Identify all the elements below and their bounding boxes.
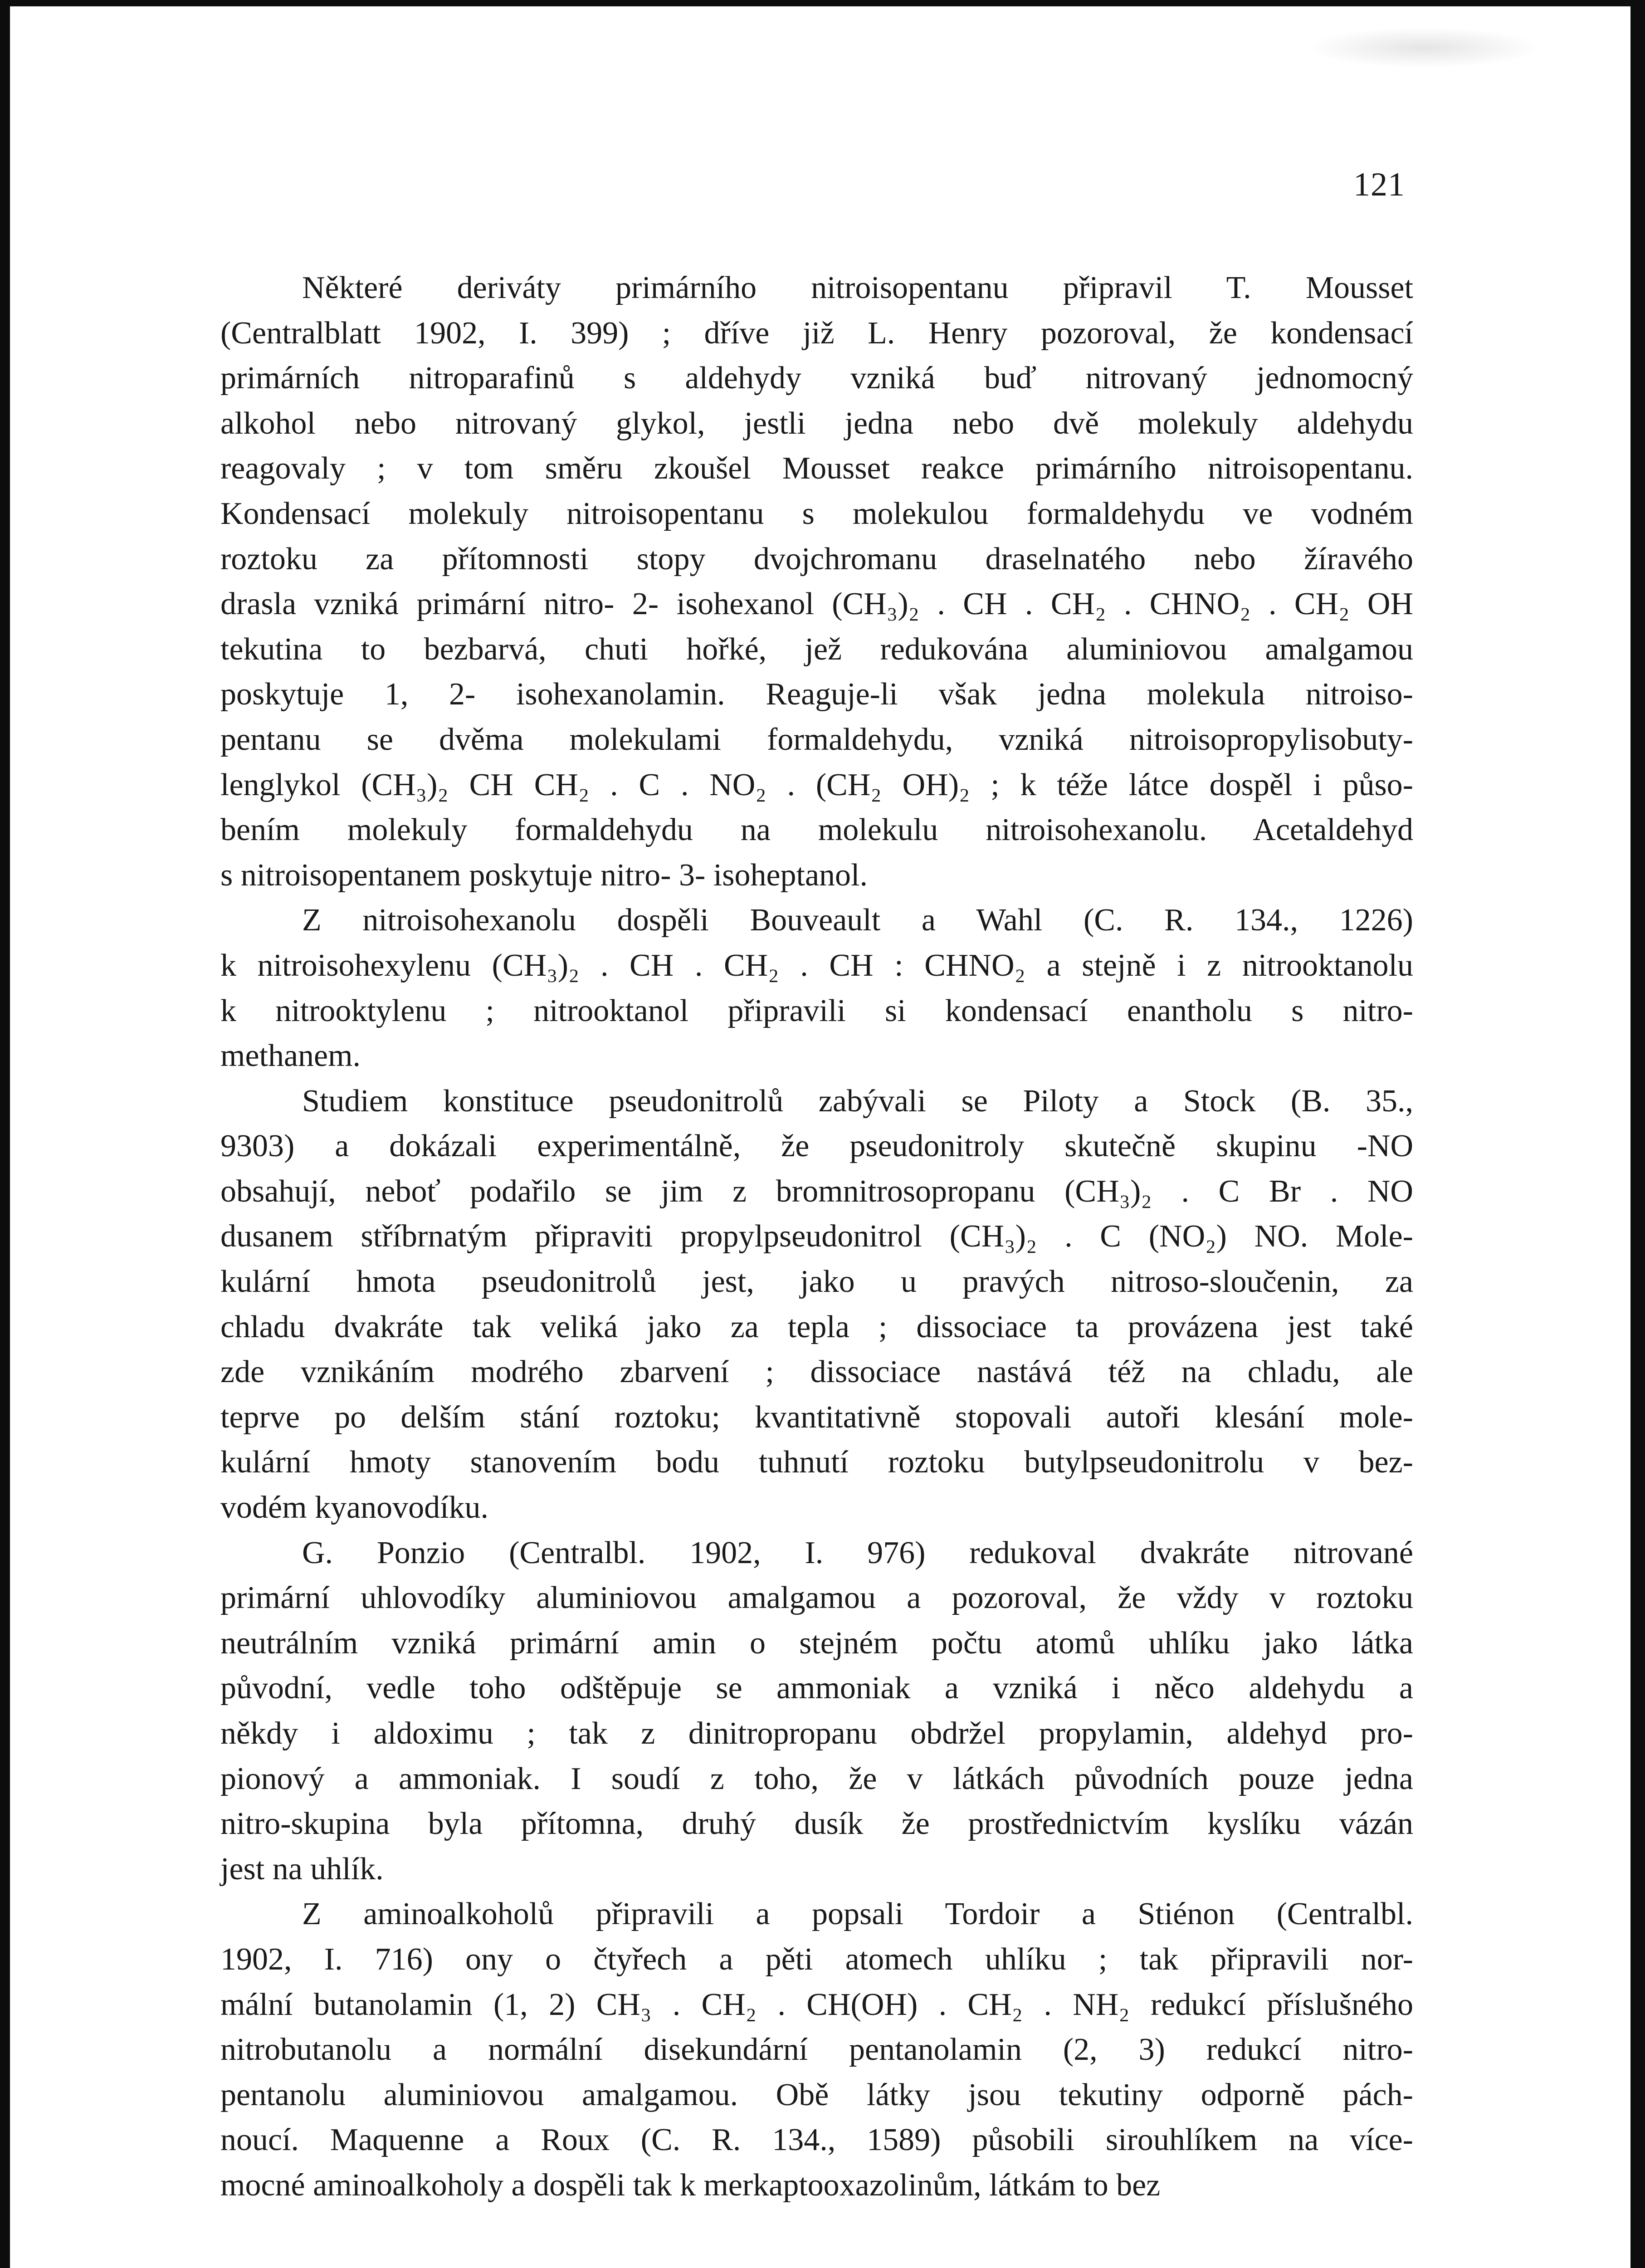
text-line: nitrobutanolu a normální disekundární pentanolamin (2, 3) redukcí nitro- [220, 2032, 1413, 2068]
paragraph [220, 265, 1413, 898]
text-line: Studiem konstituce pseudonitrolů zabývali se Piloty a Stock (B. 35., [302, 1083, 1413, 1119]
text-line: reagovaly ; v tom směru zkoušel Mousset reakce primárního nitroisopentanu. [220, 451, 1413, 486]
text-line: pentanu se dvěma molekulami formaldehydu, vzniká nitroisopropylisobuty- [220, 722, 1413, 757]
page-number: 121 [1353, 166, 1405, 203]
text-line: G. Ponzio (Centralbl. 1902, I. 976) redukoval dvakráte nitrované [302, 1535, 1413, 1570]
text-line: zde vznikáním modrého zbarvení ; dissociace nastává též na chladu, ale [220, 1354, 1413, 1390]
text-line: původní, vedle toho odštěpuje se ammoniak a vzniká i něco aldehydu a [220, 1671, 1413, 1706]
text-line: lenglykol (CH₃)₂ CH CH₂ . C . NO₂ . (CH₂ OH)₂ ; k téže látce dospěl i půso- [220, 767, 1413, 802]
text-line: methanem. [220, 1038, 361, 1074]
paragraph [220, 1892, 1413, 2208]
text-line: kulární hmoty stanovením bodu tuhnutí roztoku butylpseudonitrolu v bez- [220, 1445, 1413, 1480]
text-line: primárních nitroparafinů s aldehydy vzniká buď nitrovaný jednomocný [220, 361, 1413, 396]
text-line: primární uhlovodíky aluminiovou amalgamou a pozoroval, že vždy v roztoku [220, 1580, 1413, 1616]
text-line: chladu dvakráte tak veliká jako za tepla ; dissociace ta provázena jest také [220, 1309, 1413, 1344]
scan-border-left [0, 0, 10, 2268]
text-line: drasla vzniká primární nitro- 2- isohexanol (CH₃)₂ . CH . CH₂ . CHNO₂ . CH₂ OH [220, 587, 1413, 622]
text-line: vodém kyanovodíku. [220, 1490, 489, 1525]
text-line: teprve po delším stání roztoku; kvantitativně stopovali autoři klesání mole- [220, 1399, 1413, 1435]
paragraph [220, 1530, 1413, 1892]
scan-smudge [1306, 27, 1542, 68]
text-line: bením molekuly formaldehydu na molekulu nitroisohexanolu. Acetaldehyd [220, 812, 1413, 848]
text-line: jest na uhlík. [220, 1851, 384, 1887]
text-line: s nitroisopentanem poskytuje nitro- 3- isoheptanol. [220, 857, 868, 893]
document-body [220, 265, 1413, 2208]
text-line: mocné aminoalkoholy a dospěli tak k merkaptooxazolinům, látkám to bez [220, 2167, 1161, 2203]
text-line: někdy i aldoximu ; tak z dinitropropanu obdržel propylamin, aldehyd pro- [220, 1716, 1413, 1751]
scan-border-top [0, 0, 1645, 6]
text-line: k nitrooktylenu ; nitrooktanol připravili si kondensací enantholu s nitro- [220, 993, 1413, 1028]
text-line: neutrálním vzniká primární amin o stejném počtu atomů uhlíku jako látka [220, 1625, 1413, 1661]
text-line: Kondensací molekuly nitroisopentanu s molekulou formaldehydu ve vodném [220, 496, 1413, 531]
text-line: pentanolu aluminiovou amalgamou. Obě látky jsou tekutiny odporně pách- [220, 2077, 1413, 2112]
text-line: k nitroisohexylenu (CH₃)₂ . CH . CH₂ . CH : CHNO₂ a stejně i z nitrooktanolu [220, 948, 1413, 983]
text-line: kulární hmota pseudonitrolů jest, jako u pravých nitroso-sloučenin, za [220, 1264, 1413, 1300]
text-line: Z nitroisohexanolu dospěli Bouveault a Wahl (C. R. 134., 1226) [302, 903, 1413, 938]
text-line: mální butanolamin (1, 2) CH₃ . CH₂ . CH(OH) . CH₂ . NH₂ redukcí příslušného [220, 1987, 1413, 2022]
text-line: noucí. Maquenne a Roux (C. R. 134., 1589) působili sirouhlíkem na více- [220, 2122, 1413, 2158]
text-line: poskytuje 1, 2- isohexanolamin. Reaguje-li však jedna molekula nitroiso- [220, 677, 1413, 712]
scan-border-right [1630, 0, 1645, 2268]
text-line: pionový a ammoniak. I soudí z toho, že v látkách původních pouze jedna [220, 1761, 1413, 1796]
text-line: (Centralblatt 1902, I. 399) ; dříve již L. Henry pozoroval, že kondensací [220, 315, 1413, 351]
paragraph [220, 1079, 1413, 1530]
text-line: alkohol nebo nitrovaný glykol, jestli jedna nebo dvě molekuly aldehydu [220, 406, 1413, 441]
text-line: 1902, I. 716) ony o čtyřech a pěti atomech uhlíku ; tak připravili nor- [220, 1941, 1413, 1977]
text-line: dusanem stříbrnatým připraviti propylpseudonitrol (CH₃)₂ . C (NO₂) NO. Mole- [220, 1219, 1413, 1254]
text-line: 9303) a dokázali experimentálně, že pseudonitroly skutečně skupinu -NO [220, 1129, 1413, 1164]
text-line: obsahují, neboť podařilo se jim z bromnitrosopropanu (CH₃)₂ . C Br . NO [220, 1173, 1413, 1209]
paragraph [220, 898, 1413, 1078]
text-line: roztoku za přítomnosti stopy dvojchromanu draselnatého nebo žíravého [220, 541, 1413, 577]
text-line: nitro-skupina byla přítomna, druhý dusík že prostřednictvím kyslíku vázán [220, 1806, 1413, 1842]
text-line: Z aminoalkoholů připravili a popsali Tordoir a Stiénon (Centralbl. [302, 1897, 1413, 1932]
text-line: Některé deriváty primárního nitroisopentanu připravil T. Mousset [302, 270, 1413, 305]
text-line: tekutina to bezbarvá, chuti hořké, jež redukována aluminiovou amalgamou [220, 631, 1413, 667]
